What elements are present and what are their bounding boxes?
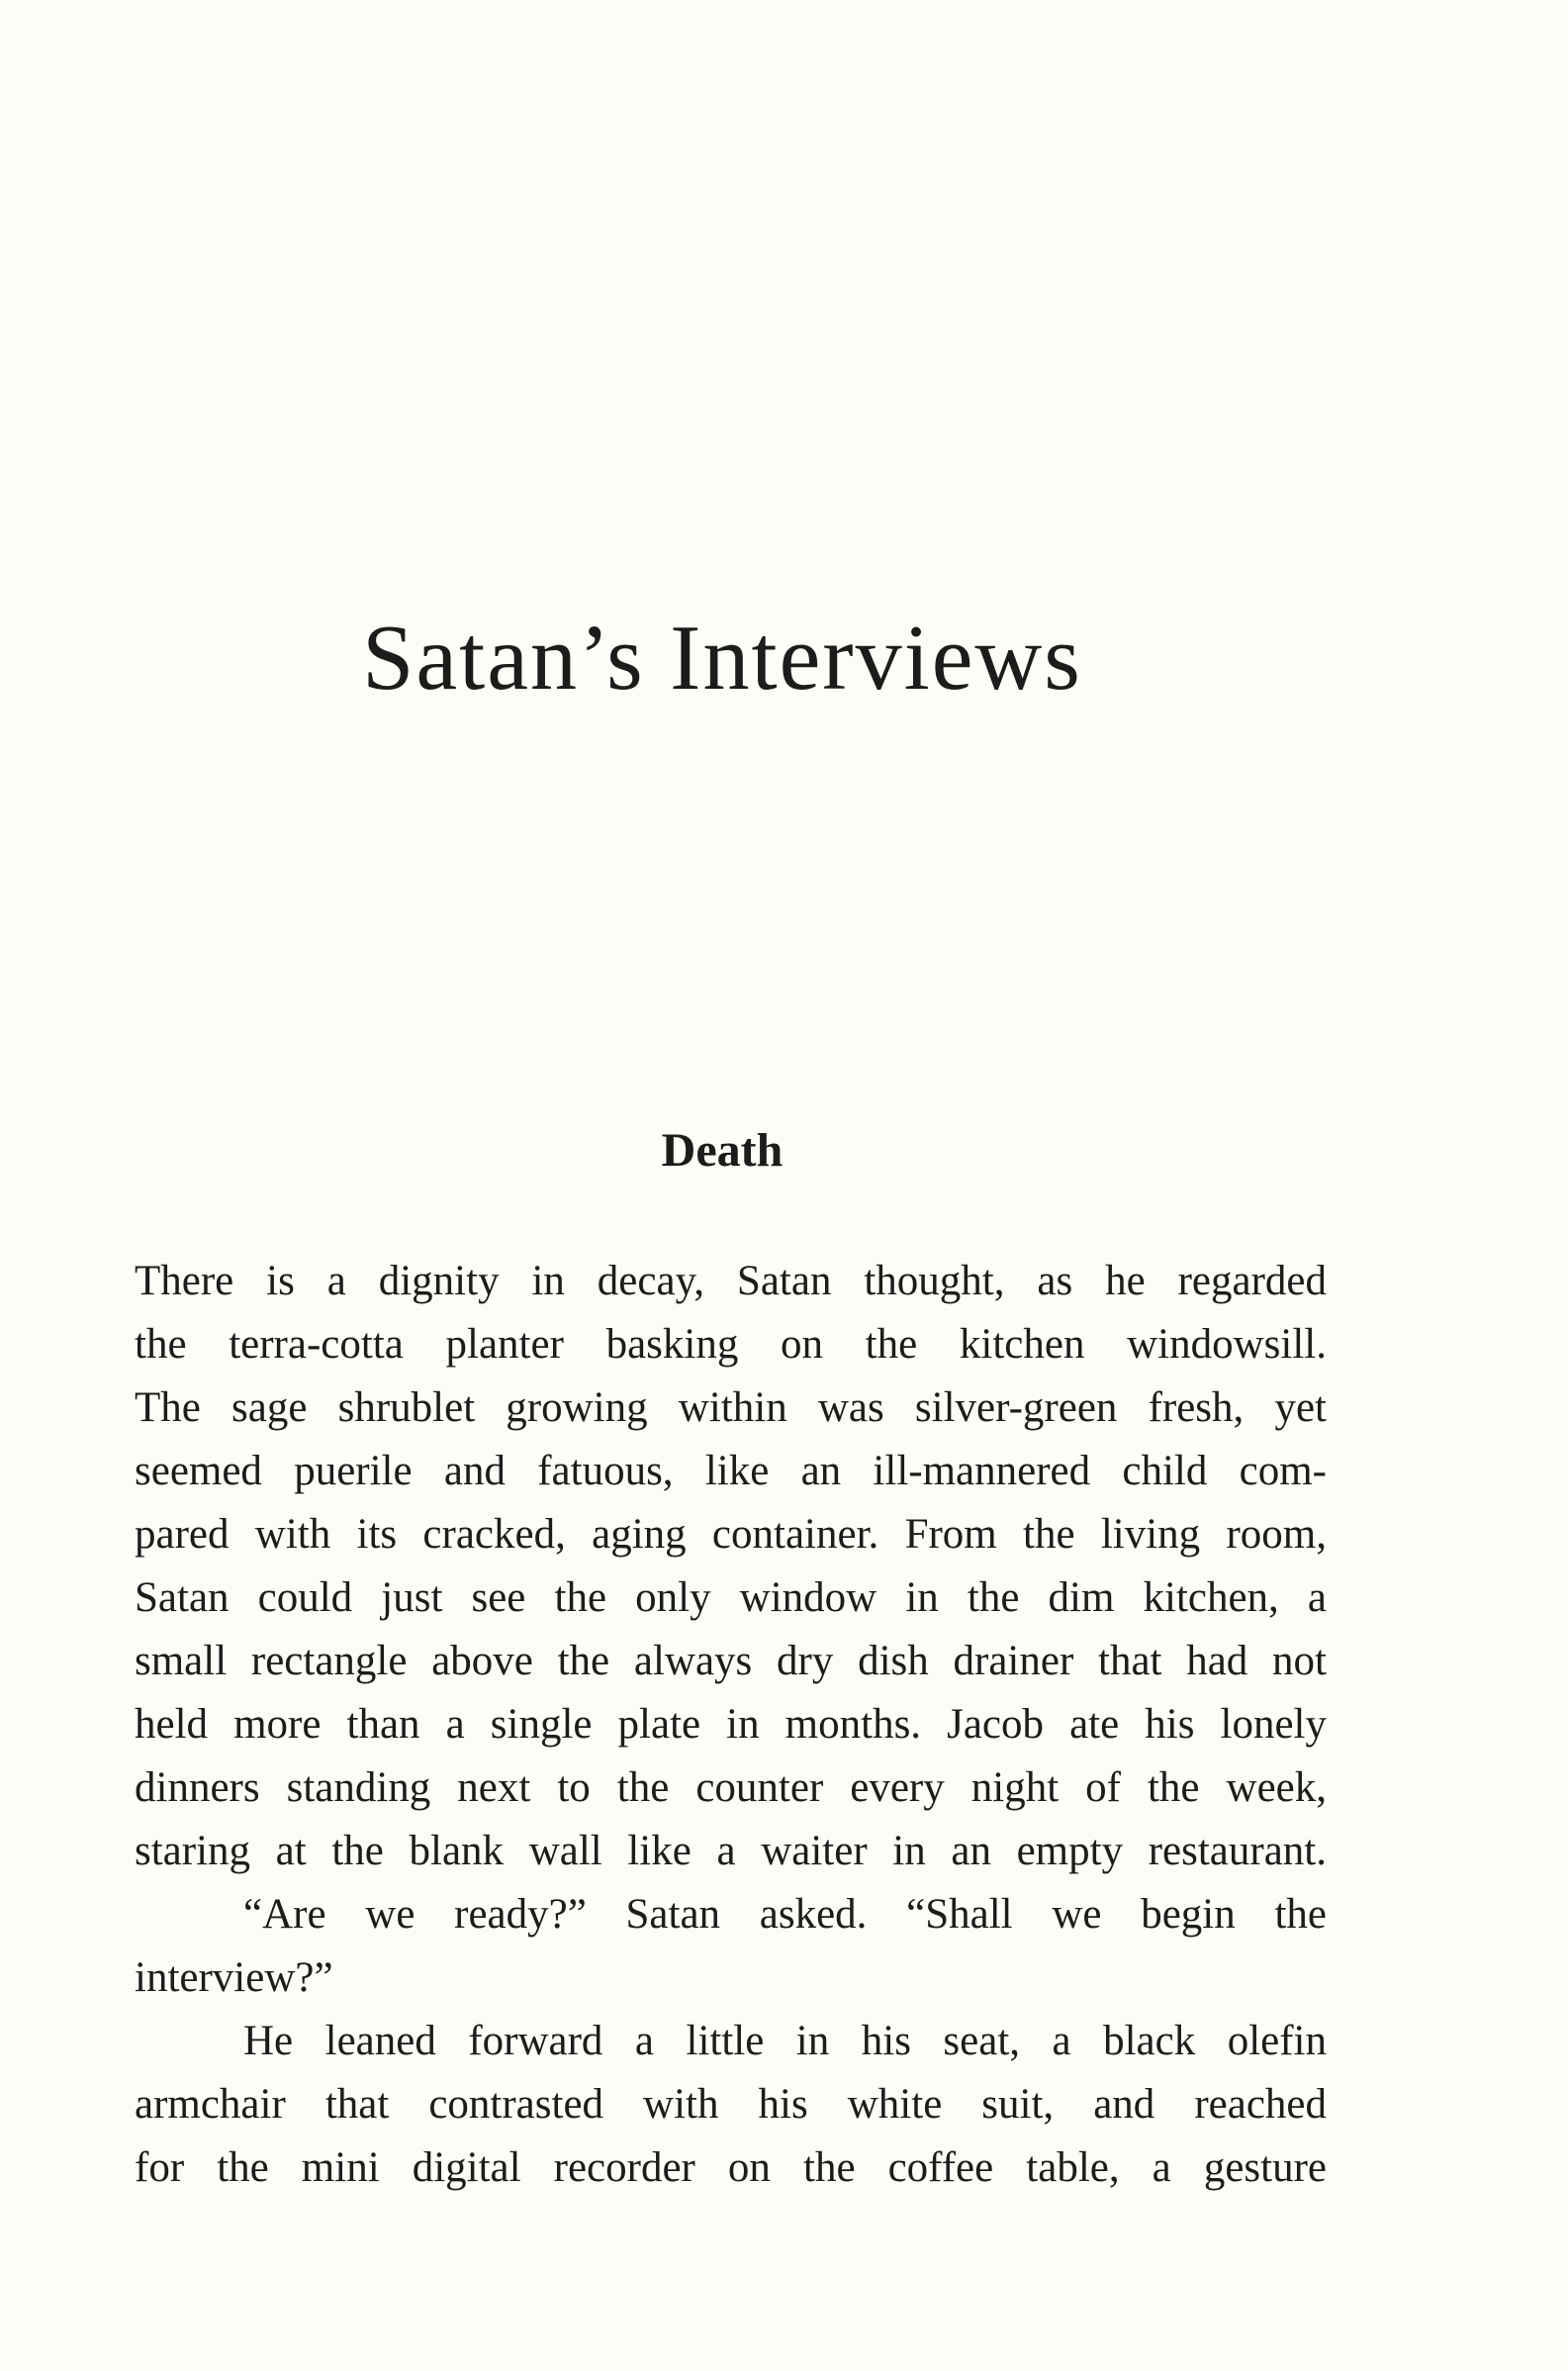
text-line: The sage shrublet growing within was silver-green fresh, yet (135, 1384, 1327, 1431)
book-title: Satan’s Interviews (362, 607, 1082, 710)
text-line: staring at the blank wall like a waiter in an empty restaurant. (135, 1828, 1327, 1874)
text-line: There is a dignity in decay, Satan thought, as he regarded (135, 1258, 1327, 1304)
text-line: dinners standing next to the counter every night of the week, (135, 1764, 1327, 1811)
text-line: the terra-cotta planter basking on the kitchen windowsill. (135, 1321, 1327, 1368)
body-text (135, 1250, 1327, 2200)
text-line: seemed puerile and fatuous, like an ill-mannered child com- (135, 1448, 1327, 1494)
text-line: small rectangle above the always dry dish drainer that had not (135, 1638, 1327, 1684)
text-line: for the mini digital recorder on the coffee table, a gesture (135, 2144, 1327, 2191)
text-line: Satan could just see the only window in the dim kitchen, a (135, 1574, 1327, 1621)
text-line: pared with its cracked, aging container. From the living room, (135, 1511, 1327, 1558)
text-line: interview?” (135, 1954, 333, 2001)
text-line: “Are we ready?” Satan asked. “Shall we begin the (243, 1891, 1327, 1938)
text-line: held more than a single plate in months. Jacob ate his lonely (135, 1701, 1327, 1748)
chapter-title: Death (661, 1124, 784, 1177)
text-line: He leaned forward a little in his seat, a black olefin (243, 2018, 1327, 2064)
text-line: armchair that contrasted with his white suit, and reached (135, 2081, 1327, 2128)
